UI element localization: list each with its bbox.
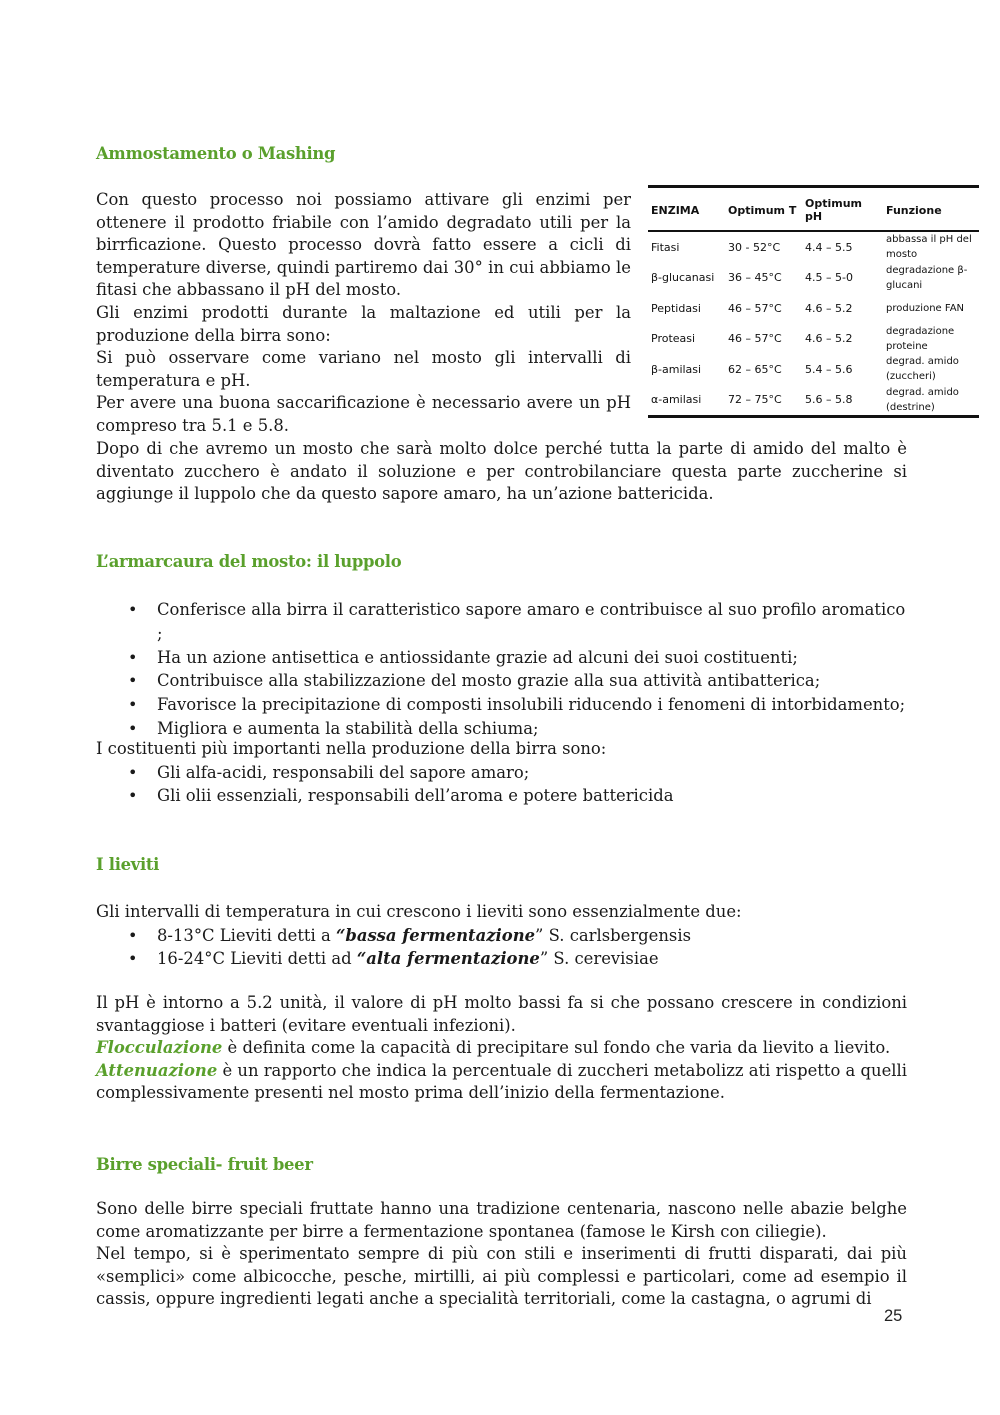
emphasis-text: “alta fermentazione [356, 949, 540, 969]
paragraph [96, 1037, 907, 1060]
table-cell: degradazione β-glucani [886, 264, 968, 291]
table-cell: 4.4 – 5.5 [805, 240, 853, 254]
table-cell: 4.6 – 5.2 [805, 301, 853, 315]
yeasts-details [96, 992, 907, 1105]
table-row [648, 263, 979, 294]
table-cell: degrad. amido (destrine) [886, 386, 959, 413]
list-item: • Contribuisce alla stabilizzazione del mosto grazie alla sua attività antibatterica; [96, 669, 907, 693]
table-row [648, 293, 979, 324]
table-cell: 4.5 – 5-0 [805, 271, 853, 285]
hops-bullets [96, 598, 907, 741]
list-item [96, 947, 907, 971]
enzyme-table-header-row [648, 188, 979, 231]
page-number: 25 [884, 1307, 903, 1325]
column-header-temp: Optimum T [725, 188, 802, 231]
emphasis-text: “bassa fermentazione [335, 925, 536, 945]
paragraph: I costituenti più importanti nella produzione della birra sono: [96, 739, 607, 758]
table-cell: β-glucanasi [651, 271, 715, 285]
table-cell: Fitasi [651, 240, 680, 254]
table-cell: abbassa il pH del mosto [886, 234, 972, 261]
list-item: • Gli alfa-acidi, responsabili del sapore amaro; [96, 761, 907, 785]
table-cell: 62 – 65°C [728, 362, 782, 376]
paragraph: Nel tempo, si è sperimentato sempre di più con stili e inserimenti di frutti disparati, dai più «semplici» come albicocche, pesche, mirtilli, ai più complessi e particolari, come ad esempio il cassis, oppure ingredienti legati anche a specialità territoriali, come la castagna, o agrumi di [96, 1244, 907, 1309]
hops-constituents [96, 738, 907, 808]
table-cell: 46 – 57°C [728, 332, 782, 346]
table-cell: degradazione proteine [886, 325, 955, 352]
table-cell: Proteasi [651, 332, 696, 346]
list-item: • Favorisce la precipitazione di composti insolubili riducendo i fenomeni di intorbidamento; [96, 693, 907, 717]
text-span: ” S. cerevisiae [539, 949, 659, 969]
table-cell: 30 - 52°C [728, 240, 781, 254]
list-item: • Migliora e aumenta la stabilità della schiuma; [96, 717, 907, 741]
list-item: • Gli olii essenziali, responsabili dell’aroma e potere battericida [96, 784, 907, 808]
text-span: ” S. carlsbergensis [535, 925, 691, 945]
list-item: • Ha un azione antisettica e antiossidante grazie ad alcuni dei suoi costituenti; [96, 646, 907, 670]
table-cell: α-amilasi [651, 393, 702, 407]
paragraph: Dopo di che avremo un mosto che sarà molto dolce perché tutta la parte di amido del malto è diventato zucchero è andato il soluzione e per controbilanciare questa parte zuccherine si aggiunge il luppolo che da questo sapore amaro, ha un’azione battericida. [96, 439, 907, 504]
section-heading-yeasts: I lieviti [96, 855, 160, 874]
table-row [648, 354, 979, 385]
text-span: 8-13°C Lieviti detti a [157, 925, 336, 945]
table-cell: 4.6 – 5.2 [805, 332, 853, 346]
table-row [648, 324, 979, 355]
section-heading-hops: L’armarcaura del mosto: il luppolo [96, 552, 402, 571]
text-span: è un rapporto che indica la percentuale di zuccheri metabolizz ati rispetto a quelli complessivamente presenti nel mosto prima dell’inizio della fermentazione. [96, 1060, 907, 1103]
paragraph: Il pH è intorno a 5.2 unità, il valore di pH molto bassi fa si che possano crescere in condizioni svantaggiose i batteri (evitare eventuali infezioni). [96, 993, 907, 1035]
table-cell: Peptidasi [651, 301, 701, 315]
text-span: 16-24°C Lieviti detti ad [157, 949, 357, 969]
table-row [648, 231, 979, 263]
table-cell: 46 – 57°C [728, 301, 782, 315]
table-cell: β-amilasi [651, 362, 702, 376]
term-flocculazione: Flocculazione [96, 1038, 223, 1058]
section-heading-fruit-beer: Birre speciali- fruit beer [96, 1155, 313, 1174]
fruit-beer-text [96, 1198, 907, 1311]
column-header-enzima: ENZIMA [648, 188, 725, 231]
table-cell: 72 – 75°C [728, 393, 782, 407]
table-row [648, 385, 979, 416]
mashing-text-wide [96, 438, 907, 506]
paragraph [96, 1060, 907, 1105]
column-header-funzione: Funzione [883, 188, 979, 231]
list-item: • Conferisce alla birra il caratteristico sapore amaro e contribuisce al suo profilo aromatico ; [96, 598, 907, 646]
table-cell: produzione FAN [886, 302, 965, 314]
paragraph: Sono delle birre speciali fruttate hanno una tradizione centenaria, nascono nelle abazie belghe come aromatizzante per birre a fermentazione spontanea (famose le Kirsh con ciliegie). [96, 1199, 907, 1241]
text-span: è definita come la capacità di precipitare sul fondo che varia da lievito a lievito. [222, 1038, 891, 1058]
section-heading-mashing: Ammostamento o Mashing [96, 144, 336, 163]
table-cell: 36 – 45°C [728, 271, 782, 285]
term-attenuazione: Attenuazione [96, 1060, 218, 1080]
paragraph: Per avere una buona saccarificazione è necessario avere un pH compreso tra 5.1 e 5.8. [96, 393, 631, 435]
paragraph: Gli intervalli di temperatura in cui crescono i lieviti sono essenzialmente due: [96, 902, 742, 921]
list-item [96, 924, 907, 948]
enzyme-table [648, 185, 979, 418]
paragraph: Si può osservare come variano nel mosto gli intervalli di temperatura e pH. [96, 348, 631, 390]
mashing-text-narrow [96, 189, 631, 438]
paragraph: Con questo processo noi possiamo attivare gli enzimi per ottenere il prodotto friabile con l’amido degradato utili per la birrficazione. Questo processo dovrà fatto essere a cicli di temperature diverse, quindi partiremo dai 30° in cui abbiamo le fitasi che abbassano il pH del mosto. [96, 190, 631, 300]
yeasts-intro [96, 901, 907, 971]
table-cell: 5.6 – 5.8 [805, 393, 853, 407]
column-header-ph: Optimum pH [802, 188, 883, 231]
table-cell: 5.4 – 5.6 [805, 362, 853, 376]
paragraph: Gli enzimi prodotti durante la maltazione ed utili per la produzione della birra sono: [96, 302, 631, 345]
table-cell: degrad. amido (zuccheri) [886, 356, 959, 383]
